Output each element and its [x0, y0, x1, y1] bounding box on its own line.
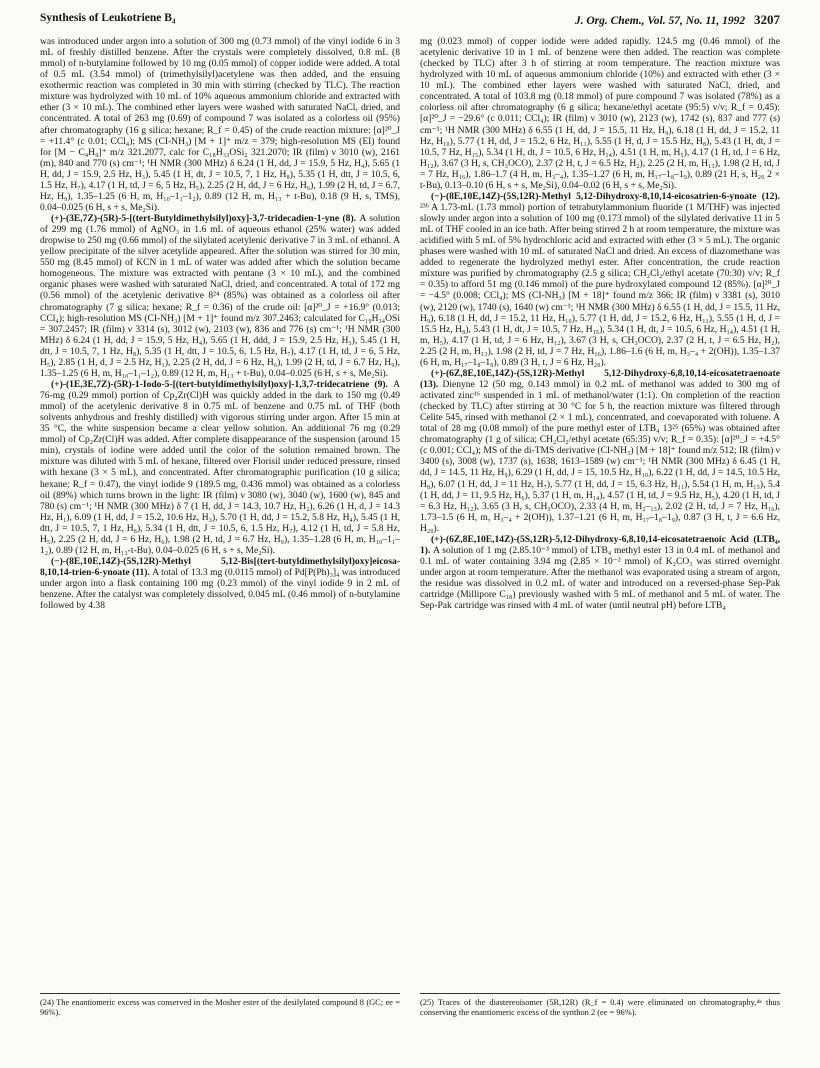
compound-heading: (−)-(8E,10E,14Z)-(5S,12R)-Methyl 5,12-Dihydroxy-8,10,14-eicosatrien-6-ynoate (12).	[431, 190, 780, 202]
footnote-25: (25) Traces of the diastereoisomer (5R,12R) (R_f = 0.4) were eliminated on chromatography,⁴ᵏ thus conserving the enantiomeric excess of the synthon 2 (ee = 96%).	[420, 998, 780, 1017]
paragraph-text: A solution of 1 mg (2.85.10⁻³ mmol) of LTB₄ methyl ester 13 in 0.4 mL of methanol and 0.1 mL of water containing 3.94 mg (2.85 × 10⁻² mmol) of K₂CO₃ was stirred overnight under argon at room temperature. After the methanol was evaporated using a stream of argon, the residue was dissolved in 0.2 mL of water and introduced on a reversed-phase Sep-Pak cartridge (Millipore C₁₈) previously washed with 5 mL of methanol and 5 mL of water. The Sep-Pak cartridge was rinsed with 4 mL of water (until neutral pH) before LTB₄	[420, 544, 780, 612]
paragraph-text: A total of 13.3 mg (0.0115 mmol) of Pd[P(Ph)₃]₄ was introduced under argon into a flask containing 100 mg (0.23 mmol) of the vinyl iodide 9 in 2 mL of benzene. After the catalyst was completely dissolved, 0.045 mL (0.46 mmol) of n-butylamine followed by 4.38	[40, 567, 400, 612]
compound-heading: (+)-(6Z,8E,10E,14Z)-(5S,12R)-Methyl 5,12-Dihydroxy-6,8,10,14-eicosatetraenoate (13).	[420, 367, 780, 390]
paragraph	[40, 379, 400, 556]
running-title: Synthesis of Leukotriene B₄	[40, 12, 176, 24]
compound-heading: (+)-(6Z,8E,10E,14Z)-(5S,12R)-5,12-Dihydroxy-6,8,10,14-eicosatetraenoic Acid (LTB₄, 1).	[420, 533, 780, 556]
paragraph	[420, 191, 780, 368]
footnote-24: (24) The enantiomeric excess was conserved in the Mosher ester of the desilylated compound 8 (GC; ee = 96%).	[40, 998, 400, 1017]
footnote-divider	[420, 993, 780, 994]
paragraph-text: ²³ᵇ A 1.73-mL (1.73 mmol) portion of tetrabutylammonium fluoride (1 M/THF) was injected slowly under argon into a solution of 100 mg (0.173 mmol) of the silylated derivative 11 in 5 mL of THF cooled in an ice bath. After being stirred 2 h at room temperature, the mixture was acidified with 5 mL of 5% hydrochloric acid and extracted with ether (3 × 5 mL). The organic phases were washed with 10 mL of saturated NaCl and dried. An excess of diazomethane was added to regenerate the hydrolyzed methyl ester. After concentration, the crude reaction mixture was purified by chromatography (2.5 g silica; CH₂Cl₂/ethyl acetate (70:30) v/v; R_f = 0.35) to afford 51 mg (0.146 mmol) of the pure hydroxylated compound 12 (85%). [α]²⁰_J = −4.5° (0.008; CCl₄); MS (CI-NH₃) [M + 18]⁺ found m/z 366; IR (film) ν 3381 (s), 3010 (w), 2120 (w), 1740 (s), 1640 (w) cm⁻¹; ¹H NMR (300 MHz) δ 6.55 (1 H, dd, J = 15.5, 11 Hz, H₉), 6.18 (1 H, dd, J = 15.2, 11 Hz, H₁₀), 5.77 (1 H, dd, J = 15.2, 6 Hz, H₁₁), 5.55 (1 H, d, J = 15.5 Hz, H₈), 5.43 (1 H, dt, J = 10.5, 7 Hz, H₁₅), 5.34 (1 H, dt, J = 10.5, 6 Hz, H₁₄), 4.51 (1 H, m, H₅), 4.17 (1 H, td, J = 6 Hz, H₁₂), 3.67 (3 H, s, CH₃OCO), 2.37 (2 H, t, J = 6.5 Hz, H₂), 2.25 (2 H, m, H₁₃), 1.98 (2 H, td, J = 7 Hz, H₁₆), 1.86–1.6 (6 H, m, H₃–₄ + 2(OH)), 1.35–1.37 (6 H, m, H₁₇–1₈–1₉), 0.89 (3 H, t, J = 6 Hz, H₂₀).	[420, 201, 780, 368]
right-column	[420, 36, 780, 611]
paragraph	[40, 36, 400, 213]
paragraph-text: Dienyne 12 (50 mg, 0.143 mmol) in 0.2 mL of methanol was added to 300 mg of activated zinc¹⁶ suspended in 1 mL of methanol/water (1:1). On completion of the reaction (checked by TLC) after stirring at 30 °C for 5 h, the reaction mixture was filtered through Celite 545, rinsed with methanol (2 × 1 mL), concentrated, and coevaporated with toluene. A total of 28 mg (0.08 mmol) of the pure methyl ester of LTB₄ 13²⁵ (65%) was obtained after chromatography (1 g of silica; CH₂Cl₂/ethyl acetate (65:35) v/v; R_f = 0.35): [α]²⁰_J = +4.5° (c 0.001; CCl₄); MS of the di-TMS derivative (CI-NH₃) [M + 18]⁺ found m/z 512; IR (film) ν 3400 (s), 3008 (w), 1737 (s), 1638, 1613–1589 (w) cm⁻¹; ¹H NMR (300 MHz) δ 6.45 (1 H, dd, J = 14.5, 11 Hz, H₉), 6.29 (1 H, dd, J = 15, 10.5 Hz, H₁₀), 6.22 (1 H, dd, J = 14.5, 10.5 Hz, H₈), 6.07 (1 H, dd, J = 11 Hz, H₇), 5.77 (1 H, dd, J = 15, 6.3 Hz, H₁₁), 5.54 (1 H, m, H₁₅), 5.4 (1 H, dd, J = 11, 9.5 Hz, H₆), 5.37 (1 H, m, H₁₄), 4.57 (1 H, td, J = 9.5 Hz, H₅), 4.20 (1 H, td, J = 6.3 Hz, H₁₂), 3.65 (3 H, s, CH₃OCO), 2.33 (4 H, m, H₂–₁₃), 2.02 (2 H, td, J = 7 Hz, H₁₆), 1.73–1.5 (6 H, m, H₃–₄ + 2(OH)), 1.37–1.21 (6 H, m, H₁₇–1₈–1₉), 0.87 (3 H, t, J = 6.6 Hz, H₂₀).	[420, 378, 781, 534]
paragraph	[40, 213, 400, 379]
compound-heading: (−)-(8E,10E,14Z)-(5S,12R)-Methyl 5,12-Bis[(tert-butyldimethylsilyl)oxy]eicosa-8,10,14-trien-6-ynoate (11).	[40, 555, 400, 578]
journal-name: J. Org. Chem., Vol. 57, No. 11, 1992	[574, 15, 746, 27]
footnote-divider	[40, 993, 400, 994]
left-column	[40, 36, 400, 611]
compound-heading: (+)-(1E,3E,7Z)-(5R)-1-Iodo-5-[(tert-butyldimethylsilyl)oxy]-1,3,7-tridecatriene (9).	[51, 378, 394, 390]
journal-citation	[575, 12, 780, 28]
compound-heading: (+)-(3E,7Z)-(5R)-5-[(tert-Butyldimethylsilyl)oxy]-3,7-tridecadien-1-yne (8).	[51, 213, 360, 224]
running-header	[40, 12, 780, 30]
paragraph	[420, 368, 780, 534]
paragraph	[420, 534, 780, 611]
paragraph	[40, 556, 400, 611]
paragraph-text: mg (0.023 mmol) of copper iodide were added rapidly. 124.5 mg (0.46 mmol) of the acetylenic derivative 10 in 1 mL of benzene were then added. The reaction was complete (checked by TLC) after 3 h of stirring at room temperature. The reaction mixture was hydrolyzed with 10 mL of aqueous ammonium chloride (10%) and extracted with ether (3 × 10 mL). The combined ether layers were washed with saturated NaCl, dried, and concentrated. A total of 103.8 mg (0.18 mmol) of pure compound 7 was isolated (78%) as a colorless oil after chromatography (6 g silica; hexane/ethyl acetate (95:5) v/v; R_f = 0.45): [α]²⁰_J = −29.6° (c 0.011; CCl₄); IR (film) ν 3010 (w), 2123 (w), 1742 (s), 837 and 777 (s) cm⁻¹; ¹H NMR (300 MHz) δ 6.55 (1 H, dd, J = 15.5, 11 Hz, H₉), 6.18 (1 H, dd, J = 15.2, 11 Hz, H₁₀), 5.77 (1 H, dd, J = 15.2, 6 Hz, H₁₁), 5.55 (1 H, d, J = 15.5 Hz, H₈), 5.43 (1 H, dt, J = 10.5, 7 Hz, H₁₅), 5.34 (1 H, dt, J = 10.5, 6 Hz, H₁₄), 4.51 (1 H, m, H₅), 4.17 (1 H, td, J = 6 Hz, H₁₂), 3.67 (3 H, s, CH₃OCO), 2.37 (2 H, t, J = 6.5 Hz, H₂), 2.25 (2 H, m, H₁₃), 1.98 (2 H, td, J = 7 Hz, H₁₆), 1.86–1.7 (4 H, m, H₃–₄), 1.35–1.27 (6 H, m, H₁₇–1₈–1₉), 0.89 (21 H, s, H₂₀ 2 × t-Bu), 0.13–0.10 (6 H, s + s, Me₂Si), 0.04–0.02 (6 H, s + s, Me₂Si).	[420, 36, 780, 191]
page-number: 3207	[754, 12, 780, 27]
paragraph-text: A solution of 299 mg (1.76 mmol) of AgNO₃ in 1.6 mL of aqueous ethanol (25% water) was added dropwise to 250 mg (0.66 mmol) of the silylated acetylenic derivative 7 in 3 mL of ethanol. A yellow precipitate of the silver acetylide appeared. After the solution was stirred for 30 min, 550 mg (8.45 mmol) of KCN in 1 mL of water was added after which the solution became homogeneous. The mixture was extracted with pentane (3 × 10 mL), and the combined organic phases were washed with saturated NaCl, dried, and concentrated. A total of 172 mg (0.56 mmol) of the acetylenic derivative 8²⁴ (85%) was obtained as a colorless oil after chromatography (7 g silica; hexane; R_f = 0.36) of the crude oil: [α]²⁰_J = +16.9° (0.013; CCl₄); high-resolution MS (CI-NH₃) [M + 1]⁺ found m/z 307.2463; calculated for C₁₉H₃₄OSi = 307.2457; IR (film) ν 3314 (s), 3012 (w), 2103 (w), 836 and 776 (s) cm⁻¹; ¹H NMR (300 MHz) δ 6.24 (1 H, dd, J = 15.9, 5 Hz, H₄), 5.65 (1 H, ddd, J = 15.9, 2.5 Hz, H₃), 5.45 (1 H, dtt, J = 10.5, 7, 1 Hz, H₈), 5.35 (1 H, dtt, J = 10.5, 6, 1.5 Hz, H₇), 4.17 (1 H, td, J = 6, 5 Hz, H₅), 2.85 (1 H, d, J = 2.5 Hz, H₁), 2.25 (2 H, dd, J = 6 Hz, H₆), 1.99 (2 H, td, J = 6.7 Hz, H₉), 1.35–1.25 (6 H, m, H₁₀–1₁–1₂), 0.89 (12 H, m, H₁₃ + t-Bu), 0.04–0.025 (6 H, s + s, Me₂Si).	[40, 213, 400, 379]
paragraph-text: was introduced under argon into a solution of 300 mg (0.73 mmol) of the vinyl iodide 6 in 3 mL of freshly distilled benzene. After the crystals were completely dissolved, 0.8 mL (8 mmol) of n-butylamine followed by 10 mg (0.05 mmol) of copper iodide were added. A total of 0.5 mL (3.54 mmol) of (trimethylsilyl)acetylene was then added, and the ensuing exothermic reaction was completed in 30 min with stirring (checked by TLC). The reaction mixture was hydrolyzed with 10 mL of 10% aqueous ammonium chloride and extracted with ether (3 × 10 mL). The combined ether layers were washed with saturated NaCl, dried, and concentrated. A total of 263 mg (0.69) of compound 7 was isolated as a colorless oil (95%) after chromatography (16 g silica; hexane; R_f = 0.45) of the crude reaction mixture: [α]²⁰_J = +11.4° (c 0.01; CCl₄); MS (CI-NH₃) [M + 1]⁺ m/z = 379; high-resolution MS (EI) found for [M − C₄H₉]⁺ m/z 321.2077, calc for C₁₈H₃₃OSi₂ 321.2070; IR (film) ν 3010 (w), 2161 (m), 840 and 770 (s) cm⁻¹; ¹H NMR (300 MHz) δ 6.24 (1 H, dd, J = 15.9, 5 Hz, H₄), 5.65 (1 H, dd, J = 15.9, 2.5 Hz, H₃), 5.45 (1 H, dt, J = 10.5, 7, 1 Hz, H₈), 5.35 (1 H, dtt, J = 10.5, 6, 1.5 Hz, H₇), 4.17 (1 H, td, J = 6, 5 Hz, H₅), 2.25 (2 H, dd, J = 6 Hz, H₆), 1.99 (2 H, td, J = 6.7, Hz, H₉), 1.35–1.25 (6 H, m, H₁₀–1₁–1₂), 0.89 (12 H, m, H₁₃ + t-Bu), 0.18 (9 H, s, TMS), 0.04–0.025 (6 H, s + s, Me₂Si).	[40, 36, 400, 213]
paragraph-text: A 76-mg (0.29 mmol) portion of Cp₂Zr(Cl)H was quickly added in the dark to 150 mg (0.49 mmol) of the acetylenic derivative 8 in 0.75 mL of benzene and 0.75 mL of THF (both solvents anhydrous and freshly distilled) with vigorous stirring under argon. After 15 min at 35 °C, the white suspension became a clear yellow solution. An additional 76 mg (0.29 mmol) of Cp₂Zr(Cl)H was added. After complete disappearance of the suspension (around 15 min), crystals of iodine were added until the color of the solution remained brown. The mixture was diluted with 5 mL of hexane, filtered over Florisil under reduced pressure, rinsed with hexane (3 × 5 mL), and concentrated. After chromatographic purification (10 g silica; hexane; R_f = 0.47), the vinyl iodide 9 (189.5 mg, 0.436 mmol) was obtained as a colorless oil (89%) which turns brown in the light: IR (film) ν 3080 (w), 3040 (w), 1600 (w), 845 and 780 (s) cm⁻¹; ¹H NMR (300 MHz) δ 7 (1 H, dd, J = 14.3, 10.7 Hz, H₂), 6.26 (1 H, d, J = 14.3 Hz, H₁), 6.09 (1 H, dd, J = 15.2, 10.6 Hz, H₃), 5.70 (1 H, dd, J = 15.2, 5.8 Hz, H₄), 5.45 (1 H, dtt, J = 10.5, 7, 1 Hz, H₈), 5.34 (1 H, dtt, J = 10.5, 6, 1.5 Hz, H₇), 4.12 (1 H, td, J = 5.8 Hz, H₅), 2.25 (2 H, dd, J = 6 Hz, H₆), 1.98 (2 H, td, J = 6.7 Hz, H₉), 1.35–1.28 (6 H, m, H₁₀–1₁–1₂), 0.89 (12 H, m, H₁₃-t-Bu), 0.04–0.025 (6 H, s + s, Me₂Si).	[40, 378, 400, 556]
paragraph	[420, 36, 780, 191]
